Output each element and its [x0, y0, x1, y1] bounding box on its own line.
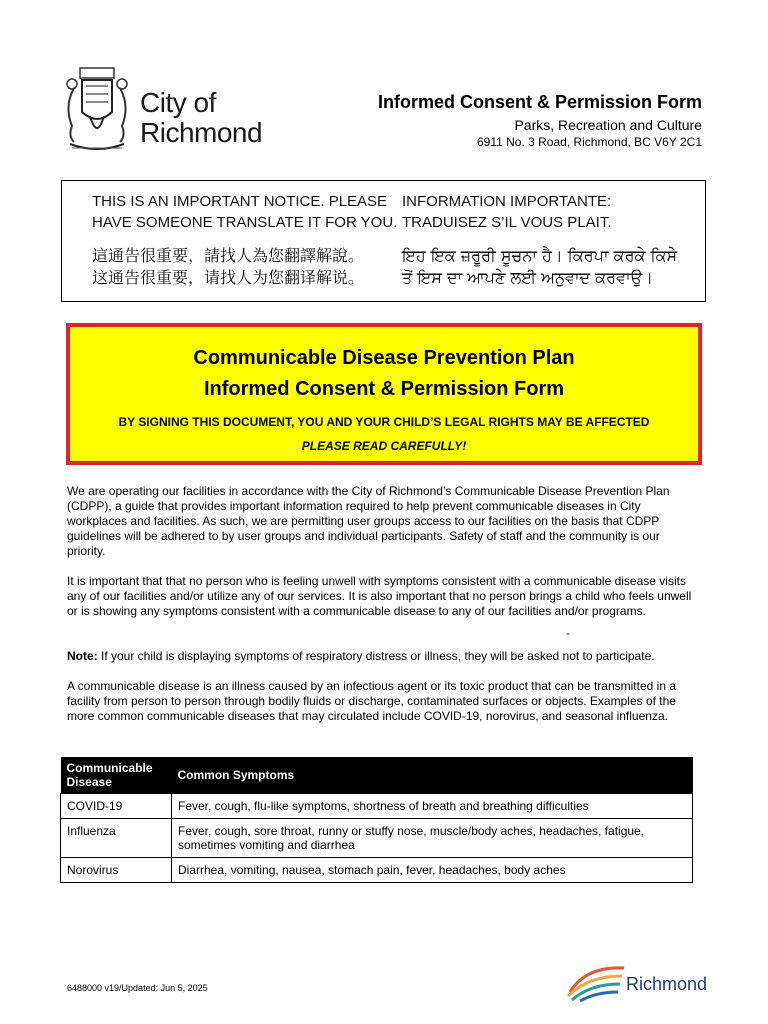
city-name	[140, 88, 262, 148]
warning-title-plan: Communicable Disease Prevention Plan	[193, 347, 575, 369]
notice-column-left	[92, 191, 397, 289]
notice-chinese-traditional: 這通告很重要，請找人為您翻譯解說。	[92, 246, 365, 265]
warning-banner	[66, 323, 702, 465]
richmond-logo	[566, 962, 706, 1002]
warning-title-form: Informed Consent & Permission Form	[203, 378, 565, 400]
symptoms-table	[60, 757, 693, 883]
table-row	[61, 858, 693, 883]
cell-symptoms: Fever, cough, sore throat, runny or stuffy nose, muscle/body aches, headaches, fatigue, sometimes vomiting and diarrhea	[172, 819, 693, 858]
table-row	[61, 794, 693, 819]
stray-dash: -	[566, 626, 570, 640]
definition-paragraph: A communicable disease is an illness caused by an infectious agent or its toxic product that can be transmitted in a facility from person to person through bodily fluids or discharge, contaminated surfaces or objects. Examples of the more common communicable diseases that may circulated include COVID-19, norovirus, and seasonal influenza.	[67, 679, 676, 723]
cell-disease: Influenza	[61, 819, 172, 858]
city-name-line1: City of	[140, 87, 216, 118]
table-header-row	[61, 757, 693, 794]
note-label: Note:	[67, 649, 98, 663]
warning-read-carefully: PLEASE READ CAREFULLY!	[301, 439, 467, 453]
cell-symptoms: Fever, cough, flu-like symptoms, shortness of breath and breathing difficulties	[172, 794, 693, 819]
notice-column-right	[402, 191, 677, 289]
translation-notice	[61, 180, 706, 302]
warning-legal-rights: BY SIGNING THIS DOCUMENT, YOU AND YOUR CHILD’S LEGAL RIGHTS MAY BE AFFECTED	[118, 415, 650, 429]
notice-chinese	[92, 245, 397, 289]
unwell-paragraph: It is important that that no person who is feeling unwell with symptoms consistent with a communicable disease visits any of our facilities and/or utilize any of our services. It is also important that no person brings a child who feels unwell or is showing any symptoms consistent with a communicable disease to any of our facilities and/or programs.	[67, 574, 692, 618]
table-row	[61, 819, 693, 858]
notice-french-line1: INFORMATION IMPORTANTE:	[402, 193, 612, 210]
department-name: Parks, Recreation and Culture	[514, 117, 702, 133]
notice-punjabi-line2: ਤੋਂ ਇਸ ਦਾ ਆਪਣੇ ਲਈ ਅਨੁਵਾਦ ਕਰਵਾਉ।	[402, 268, 654, 287]
richmond-wave-logo-icon	[566, 962, 628, 1002]
cell-symptoms: Diarrhea, vomiting, nausea, stomach pain, fever, headaches, body aches	[172, 858, 693, 883]
notice-english-line1: THIS IS AN IMPORTANT NOTICE. PLEASE	[92, 193, 388, 210]
header-symptoms: Common Symptoms	[172, 757, 693, 794]
notice-punjabi	[402, 245, 677, 289]
header-disease: Communicable Disease	[61, 757, 172, 794]
cell-disease: COVID-19	[61, 794, 172, 819]
notice-chinese-simplified: 这通告很重要，请找人为您翻译解说。	[92, 268, 365, 287]
city-name-line2: Richmond	[140, 117, 263, 148]
document-header	[60, 60, 710, 160]
city-crest-icon	[60, 60, 134, 156]
logo-wordmark: Richmond	[626, 974, 708, 994]
note-paragraph	[67, 649, 699, 664]
document-id: 6488000 v19/Updated: Jun 5, 2025	[67, 983, 208, 993]
form-title: Informed Consent & Permission Form	[377, 92, 702, 112]
note-text: If your child is displaying symptoms of respiratory distress or illness, they will be asked not to participate.	[97, 649, 655, 663]
notice-punjabi-line1: ਇਹ ਇਕ ਜ਼ਰੂਰੀ ਸੂਚਨਾ ਹੈ। ਕਿਰਪਾ ਕਰਕੇ ਕਿਸੇ	[402, 246, 678, 265]
notice-french-line2: TRADUISEZ S’IL VOUS PLAIT.	[402, 214, 612, 231]
cell-disease: Norovirus	[61, 858, 172, 883]
notice-english-line2: HAVE SOMEONE TRANSLATE IT FOR YOU.	[92, 214, 398, 231]
office-address: 6911 No. 3 Road, Richmond, BC V6Y 2C1	[476, 135, 702, 149]
intro-paragraph: We are operating our facilities in accordance with the City of Richmond’s Communicable Disease Prevention Plan (CDPP), a guide that provides important information required to help prevent communicable diseases in City workplaces and facilities. As such, we are permitting user groups access to our facilities on the basis that CDPP guidelines will be adhered to by user groups and individual participants. Safety of staff and the community is our priority.	[67, 484, 670, 558]
